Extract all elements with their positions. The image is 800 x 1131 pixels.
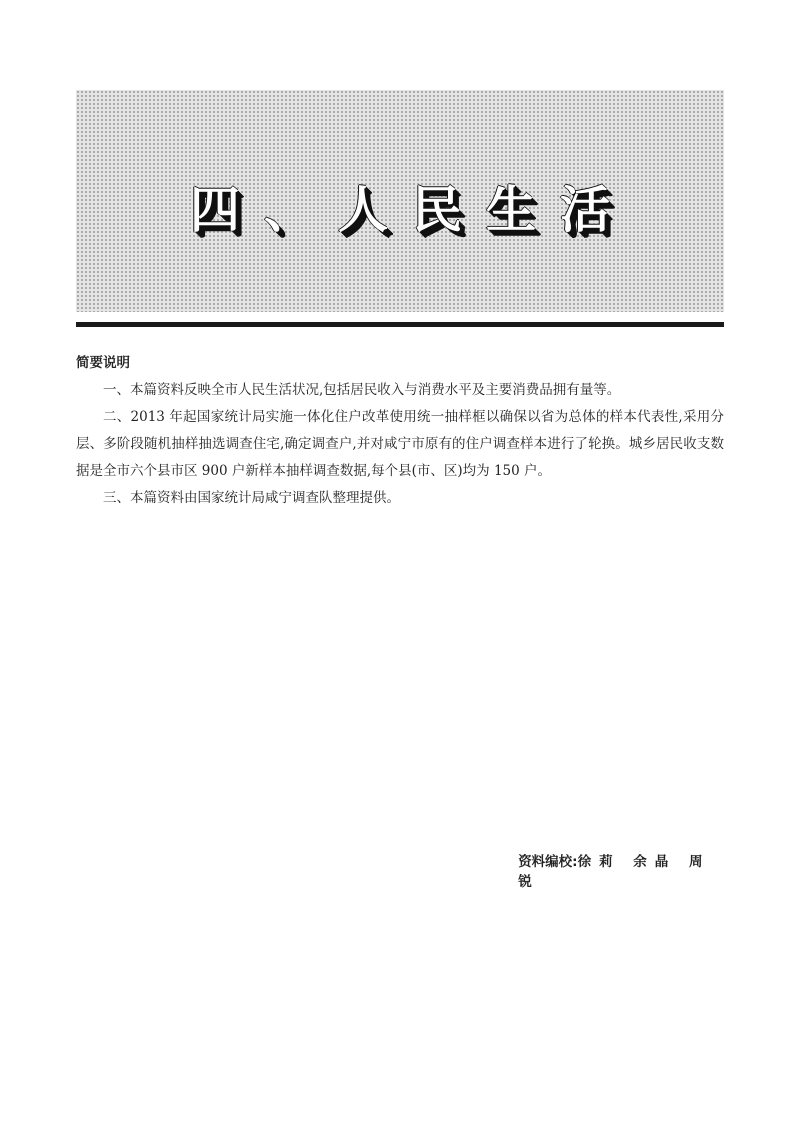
note-paragraph-2: 二、2013 年起国家统计局实施一体化住户改革使用统一抽样框以确保以省为总体的样本代表性,采用分层、多阶段随机抽样抽选调查住宅,确定调查户,并对咸宁市原有的住户调查样本进行了轮换。城乡居民收支数据是全市六个县市区 900 户新样本抽样调查数据,每个县(市、区)均为 150 户。 (76, 409, 724, 479)
credit-label: 资料编校: (518, 854, 578, 870)
note-paragraph-3: 三、本篇资料由国家统计局咸宁调查队整理提供。 (103, 490, 400, 506)
editor-credit (518, 850, 724, 890)
chapter-title: 四、人民生活 (190, 181, 634, 239)
note-paragraph-1: 一、本篇资料反映全市人民生活状况,包括居民收入与消费水平及主要消费品拥有量等。 (103, 382, 621, 398)
section-heading: 简要说明 (76, 355, 130, 371)
chapter-banner (76, 90, 724, 312)
credit-names: 徐莉 余晶 周锐 (518, 854, 711, 890)
header-rule (76, 322, 724, 327)
notes-body (76, 377, 724, 512)
